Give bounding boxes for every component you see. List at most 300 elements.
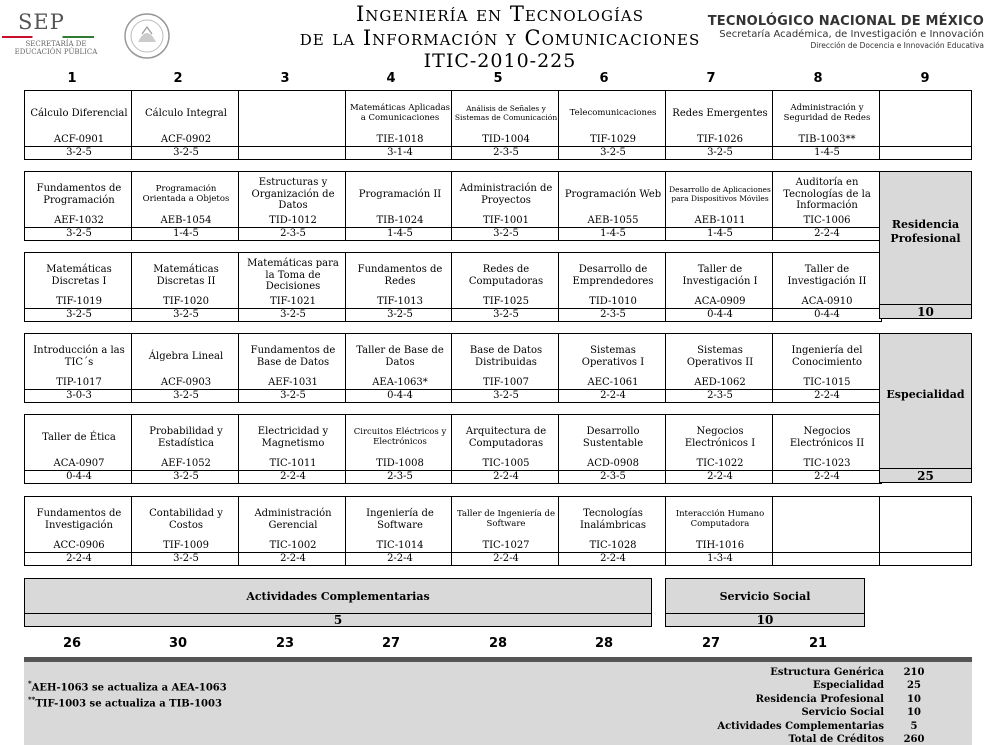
course-name: Fundamentos de Redes: [357, 264, 443, 287]
semester-number: 4: [386, 71, 396, 86]
course-code: TIH-1016: [695, 540, 745, 551]
program-title: [255, 2, 745, 72]
course-name: Desarrollo de Emprendedores: [572, 264, 654, 287]
course-credits: 3-1-4: [387, 147, 413, 158]
summary-row: [717, 733, 944, 745]
course-credits: 2-2-4: [493, 471, 519, 482]
tecnm-header: [708, 14, 984, 50]
course-name: Programación Web: [564, 188, 662, 200]
sep-logo-word: SEP: [18, 10, 65, 34]
course-cell: [24, 171, 134, 241]
course-name: Electricidad y Magnetismo: [257, 426, 329, 449]
course-cell-body: [452, 253, 560, 309]
course-credits: 2-3-5: [280, 228, 306, 239]
course-code: TIF-1013: [377, 296, 423, 307]
servicio-social-label: Servicio Social: [719, 590, 811, 603]
course-credits: 2-3-5: [600, 309, 626, 320]
course-cell-body: [666, 172, 774, 228]
summary-label: Especialidad: [812, 680, 884, 692]
course-cell: [558, 171, 668, 241]
course-cell-body: [452, 91, 560, 147]
course-cell: [558, 90, 668, 160]
course-cell-body: [239, 497, 347, 553]
course-name: Ingeniería del Conocimiento: [791, 345, 863, 368]
course-cell-body: [132, 253, 240, 309]
semester-number: 1: [67, 71, 77, 86]
semester-credit-total: 23: [275, 636, 295, 651]
course-code: TIC-1006: [803, 215, 851, 226]
course-code: TIB-1003**: [798, 134, 856, 145]
course-cell-body: [25, 253, 133, 309]
course-cell-body: [773, 91, 881, 147]
especialidad-value: 25: [880, 468, 971, 482]
footnote-mark: *: [28, 679, 32, 688]
course-credits: 3-2-5: [66, 147, 92, 158]
course-credits: 0-4-4: [66, 471, 92, 482]
course-cell: [131, 333, 241, 403]
course-credits: 3-2-5: [173, 390, 199, 401]
course-cell-body: [452, 334, 560, 390]
course-cell-body: [346, 172, 454, 228]
course-credits: 3-2-5: [173, 147, 199, 158]
semester-number: 3: [280, 71, 290, 86]
course-code: ACF-0903: [160, 377, 212, 388]
semester-credit-total: 21: [808, 636, 828, 651]
course-cell: [451, 414, 561, 484]
course-credits: 1-4-5: [173, 228, 199, 239]
course-code: TIC-1005: [482, 458, 530, 469]
summary-value: 10: [907, 707, 921, 719]
course-cell: [24, 496, 134, 566]
course-cell-body: [132, 497, 240, 553]
course-cell: [558, 414, 668, 484]
semester-number: 2: [173, 71, 183, 86]
summary-label: Actividades Complementarias: [717, 720, 884, 732]
course-code: TIF-1026: [697, 134, 743, 145]
footer: [24, 657, 972, 745]
course-name: Circuitos Eléctricos y Electrónicos: [353, 427, 447, 447]
actividades-complementarias-label: Actividades Complementarias: [246, 590, 430, 603]
course-name: Matemáticas Aplicadas a Comunicaciones: [349, 103, 451, 123]
course-cell: [451, 171, 561, 241]
course-name: Negocios Electrónicos II: [789, 426, 865, 449]
sep-logo-subtitle-1: SECRETARÍA DE: [25, 40, 87, 48]
course-cell: [665, 90, 775, 160]
course-credits: 3-0-3: [66, 390, 92, 401]
tecnm-direccion: Dirección de Docencia e Innovación Educativa: [810, 41, 984, 50]
course-name: Sistemas Operativos I: [581, 345, 645, 368]
course-cell: [772, 414, 882, 484]
course-name: Taller de Investigación II: [787, 264, 867, 287]
course-cell: [665, 252, 775, 322]
course-cell: [24, 252, 134, 322]
course-cell: [772, 496, 882, 566]
course-code: AEF-1031: [268, 377, 318, 388]
course-code: TIB-1024: [376, 215, 424, 226]
course-cell-body: [559, 91, 667, 147]
footnote-text: TIF-1003 se actualiza a TIB-1003: [35, 698, 222, 710]
course-cell-body: [346, 334, 454, 390]
course-credits: [239, 147, 347, 159]
course-code: TIC-1023: [803, 458, 851, 469]
summary-row: [717, 666, 944, 679]
course-cell: [131, 90, 241, 160]
summary-row: [717, 720, 944, 733]
course-cell: [451, 90, 561, 160]
course-name: Taller de Ingeniería de Software: [456, 509, 556, 529]
course-credits: 3-2-5: [66, 309, 92, 320]
course-cell: [24, 90, 134, 160]
course-cell-body: [880, 91, 971, 147]
tecnm-secretaria: Secretaría Académica, de Investigación e Innovación: [719, 29, 984, 40]
course-cell: [238, 252, 348, 322]
course-cell-body: [559, 415, 667, 471]
especialidad-label: Especialidad: [886, 388, 965, 401]
residencia-profesional-block: [879, 171, 972, 319]
course-cell: [131, 252, 241, 322]
course-cell-body: [25, 415, 133, 471]
course-cell: [665, 414, 775, 484]
course-credits: 2-3-5: [600, 471, 626, 482]
course-name: [882, 501, 969, 538]
course-cell-body: [132, 91, 240, 147]
course-code: TID-1010: [589, 296, 637, 307]
course-name: Sistemas Operativos II: [686, 345, 754, 368]
course-credits: 3-2-5: [493, 309, 519, 320]
national-seal-icon: [122, 12, 172, 60]
course-cell: [131, 414, 241, 484]
course-cell-body: [346, 91, 454, 147]
course-name: [882, 95, 969, 132]
course-name: Auditoría en Tecnologías de la Información: [783, 177, 871, 212]
course-credits: 3-2-5: [493, 390, 519, 401]
course-credits: 2-3-5: [387, 471, 413, 482]
semester-number: 5: [493, 71, 503, 86]
course-code: AED-1062: [694, 377, 746, 388]
course-cell-body: [452, 415, 560, 471]
actividades-complementarias-value: 5: [25, 613, 651, 626]
footnote-text: AEH-1063 se actualiza a AEA-1063: [31, 682, 227, 694]
course-cell: [772, 90, 882, 160]
course-cell: [238, 333, 348, 403]
course-cell: [451, 496, 561, 566]
course-cell: [345, 414, 455, 484]
course-cell-body: [239, 415, 347, 471]
course-cell: [24, 333, 134, 403]
semester-credit-total: 28: [488, 636, 508, 651]
course-name: Introducción a las TIC´s: [33, 345, 125, 368]
course-cell: [238, 90, 348, 160]
semester-number: 7: [706, 71, 716, 86]
course-code: TIC-1028: [589, 540, 637, 551]
actividades-complementarias-block: [24, 578, 652, 627]
course-credits: 3-2-5: [280, 309, 306, 320]
course-credits: 0-4-4: [387, 390, 413, 401]
course-code: TIF-1029: [590, 134, 636, 145]
sep-logo-rule: [2, 36, 94, 38]
course-cell: [558, 333, 668, 403]
course-name: Redes Emergentes: [672, 107, 768, 119]
footnote-mark: **: [28, 695, 36, 705]
course-credits: 1-4-5: [600, 228, 626, 239]
course-cell: [772, 333, 882, 403]
course-code: AEB-1054: [160, 215, 212, 226]
course-code: TIF-1001: [483, 215, 529, 226]
course-code: ACF-0902: [160, 134, 212, 145]
course-name: Álgebra Lineal: [148, 350, 224, 362]
summary-label: Estructura Genérica: [770, 667, 884, 678]
course-cell-body: [346, 497, 454, 553]
course-name: Administración y Seguridad de Redes: [783, 103, 871, 123]
course-code: TIC-1014: [376, 540, 424, 551]
course-name: Fundamentos de Investigación: [36, 508, 122, 531]
course-cell: [772, 252, 882, 322]
course-credits: 2-2-4: [600, 553, 626, 564]
course-cell: [345, 496, 455, 566]
course-credits: 1-4-5: [387, 228, 413, 239]
course-credits: 2-2-4: [814, 471, 840, 482]
course-credits: 2-2-4: [493, 553, 519, 564]
course-name: Matemáticas Discretas II: [153, 264, 219, 287]
residencia-profesional-label: Residencia Profesional: [890, 218, 961, 245]
course-code: TIF-1021: [270, 296, 316, 307]
course-cell: [772, 171, 882, 241]
course-credits: 2-2-4: [814, 390, 840, 401]
course-cell-body: [25, 334, 133, 390]
course-cell: [558, 252, 668, 322]
course-credits: 1-4-5: [707, 228, 733, 239]
course-cell: [345, 333, 455, 403]
course-cell-body: [773, 334, 881, 390]
course-cell: [345, 171, 455, 241]
course-name: [775, 501, 879, 538]
course-cell: [665, 496, 775, 566]
course-cell-body: [666, 415, 774, 471]
course-credits: 3-2-5: [173, 471, 199, 482]
program-title-line-2: de la Información y Comunicaciones: [299, 26, 701, 50]
summary-value: 25: [907, 680, 921, 692]
course-cell-body: [25, 91, 133, 147]
course-code: TIC-1002: [269, 540, 317, 551]
credit-summary: [717, 666, 944, 745]
course-code: TIC-1022: [696, 458, 744, 469]
semester-number: 6: [599, 71, 609, 86]
course-cell-body: [239, 334, 347, 390]
course-code: TIF-1019: [56, 296, 102, 307]
course-cell: [238, 414, 348, 484]
course-credits: 0-4-4: [707, 309, 733, 320]
course-credits: 2-2-4: [387, 553, 413, 564]
course-name: Análisis de Señales y Sistemas de Comunicación: [454, 104, 558, 122]
course-credits: 2-2-4: [600, 390, 626, 401]
program-code: ITIC-2010-225: [423, 50, 577, 72]
course-name: Fundamentos de Programación: [36, 183, 122, 206]
course-credits: 2-3-5: [707, 390, 733, 401]
course-code: TIP-1017: [56, 377, 102, 388]
course-code: ACD-0908: [587, 458, 639, 469]
course-name: Administración de Proyectos: [459, 183, 553, 206]
course-cell-body: [346, 253, 454, 309]
course-code: AEC-1061: [587, 377, 639, 388]
especialidad-block: [879, 333, 972, 483]
summary-value: 10: [907, 693, 921, 705]
course-credits: [773, 553, 881, 565]
semester-credit-total: 27: [701, 636, 721, 651]
course-cell-body: [773, 415, 881, 471]
course-code: ACF-0901: [53, 134, 105, 145]
course-code: AEB-1055: [587, 215, 639, 226]
course-code: ACA-0909: [694, 296, 746, 307]
course-cell: [451, 252, 561, 322]
course-code: TIC-1015: [803, 377, 851, 388]
course-cell-body: [239, 172, 347, 228]
course-code: ACC-0906: [53, 540, 105, 551]
summary-row: [717, 706, 944, 719]
semester-credit-total: 30: [168, 636, 188, 651]
footnote: [28, 694, 227, 710]
course-code: TIF-1007: [483, 377, 529, 388]
course-cell-body: [132, 334, 240, 390]
course-code: ACA-0910: [801, 296, 853, 307]
semester-credit-total: 26: [62, 636, 82, 651]
course-name: Estructuras y Organización de Datos: [251, 177, 335, 212]
course-cell: [879, 496, 972, 566]
course-credits: 2-2-4: [66, 553, 92, 564]
residencia-profesional-value: 10: [880, 304, 971, 318]
footnote: [28, 678, 227, 694]
course-name: Taller de Ética: [42, 431, 116, 443]
course-code: TID-1012: [269, 215, 317, 226]
course-credits: [880, 147, 971, 159]
course-credits: 3-2-5: [707, 147, 733, 158]
course-cell-body: [773, 172, 881, 228]
course-code: TIE-1018: [376, 134, 424, 145]
course-cell: [879, 90, 972, 160]
course-cell-body: [559, 172, 667, 228]
servicio-social-value: 10: [666, 613, 864, 626]
course-cell-body: [132, 172, 240, 228]
semester-number: 8: [813, 71, 823, 86]
course-cell: [345, 90, 455, 160]
course-code: TIF-1025: [483, 296, 529, 307]
course-name: Fundamentos de Base de Datos: [250, 345, 336, 368]
course-code: AEF-1052: [161, 458, 211, 469]
course-code: TID-1008: [376, 458, 424, 469]
course-name: Base de Datos Distribuidas: [469, 345, 543, 368]
course-cell: [665, 171, 775, 241]
course-code: AEA-1063*: [372, 377, 428, 388]
semester-credit-total: 27: [381, 636, 401, 651]
course-cell-body: [559, 497, 667, 553]
course-cell-body: [666, 497, 774, 553]
course-name: Programación II: [358, 188, 442, 200]
course-credits: [880, 553, 971, 565]
course-cell-body: [25, 497, 133, 553]
course-cell-body: [666, 91, 774, 147]
course-cell: [131, 171, 241, 241]
course-name: Ingeniería de Software: [366, 508, 434, 531]
course-cell: [345, 252, 455, 322]
course-credits: 2-2-4: [707, 471, 733, 482]
course-cell-body: [25, 172, 133, 228]
course-code: TIF-1020: [163, 296, 209, 307]
footnotes: [28, 678, 227, 711]
course-credits: 3-2-5: [173, 553, 199, 564]
servicio-social-block: [665, 578, 865, 627]
course-cell-body: [666, 253, 774, 309]
course-credits: 3-2-5: [387, 309, 413, 320]
course-name: Redes de Computadoras: [468, 264, 544, 287]
course-code: AEF-1032: [54, 215, 104, 226]
course-cell-body: [132, 415, 240, 471]
course-name: Interacción Humano Computadora: [675, 509, 765, 529]
course-cell-body: [666, 334, 774, 390]
course-code: ACA-0907: [53, 458, 105, 469]
course-credits: 3-2-5: [280, 390, 306, 401]
course-cell-body: [346, 415, 454, 471]
course-name: Tecnologías Inalámbricas: [579, 508, 647, 531]
course-name: Cálculo Integral: [145, 107, 227, 119]
course-credits: 3-2-5: [66, 228, 92, 239]
course-credits: 2-2-4: [280, 471, 306, 482]
summary-label: Residencia Profesional: [755, 693, 884, 705]
summary-row: [717, 693, 944, 706]
course-cell-body: [239, 253, 347, 309]
course-cell-body: [880, 497, 971, 553]
summary-value: 210: [903, 667, 925, 678]
course-credits: 3-2-5: [600, 147, 626, 158]
course-credits: 1-3-4: [707, 553, 733, 564]
sep-logo: [2, 10, 110, 56]
summary-value: 5: [910, 720, 918, 732]
summary-label: Servicio Social: [801, 707, 884, 719]
semester-credit-total: 28: [594, 636, 614, 651]
course-cell: [24, 414, 134, 484]
course-name: Taller de Investigación I: [682, 264, 758, 287]
course-credits: 2-2-4: [280, 553, 306, 564]
program-title-line-1: Ingeniería en Tecnologías: [356, 2, 644, 26]
course-credits: 3-2-5: [493, 228, 519, 239]
course-name: Telecomunicaciones: [569, 107, 657, 118]
course-code: TIF-1009: [163, 540, 209, 551]
course-code: TIC-1027: [482, 540, 530, 551]
course-cell-body: [773, 253, 881, 309]
course-name: Taller de Base de Datos: [356, 345, 444, 368]
course-cell: [238, 496, 348, 566]
summary-row: [717, 679, 944, 692]
course-cell-body: [559, 253, 667, 309]
tecnm-name: TECNOLÓGICO NACIONAL DE MÉXICO: [707, 14, 984, 29]
course-name: Contabilidad y Costos: [149, 508, 223, 531]
course-code: TID-1004: [482, 134, 530, 145]
course-name: Probabilidad y Estadística: [149, 426, 223, 449]
course-cell-body: [452, 497, 560, 553]
semester-number: 9: [920, 71, 930, 86]
course-credits: 3-2-5: [173, 309, 199, 320]
summary-label: Total de Créditos: [788, 734, 884, 745]
course-name: [241, 95, 345, 132]
course-code: TIC-1011: [269, 458, 317, 469]
course-code: AEB-1011: [694, 215, 746, 226]
course-cell-body: [452, 172, 560, 228]
course-name: Programación Orientada a Objetos: [142, 184, 230, 204]
course-cell: [238, 171, 348, 241]
course-credits: 2-2-4: [814, 228, 840, 239]
course-cell-body: [239, 91, 347, 147]
course-name: Matemáticas para la Toma de Decisiones: [247, 258, 339, 293]
course-cell: [558, 496, 668, 566]
sep-logo-subtitle-2: EDUCACIÓN PÚBLICA: [14, 48, 98, 56]
